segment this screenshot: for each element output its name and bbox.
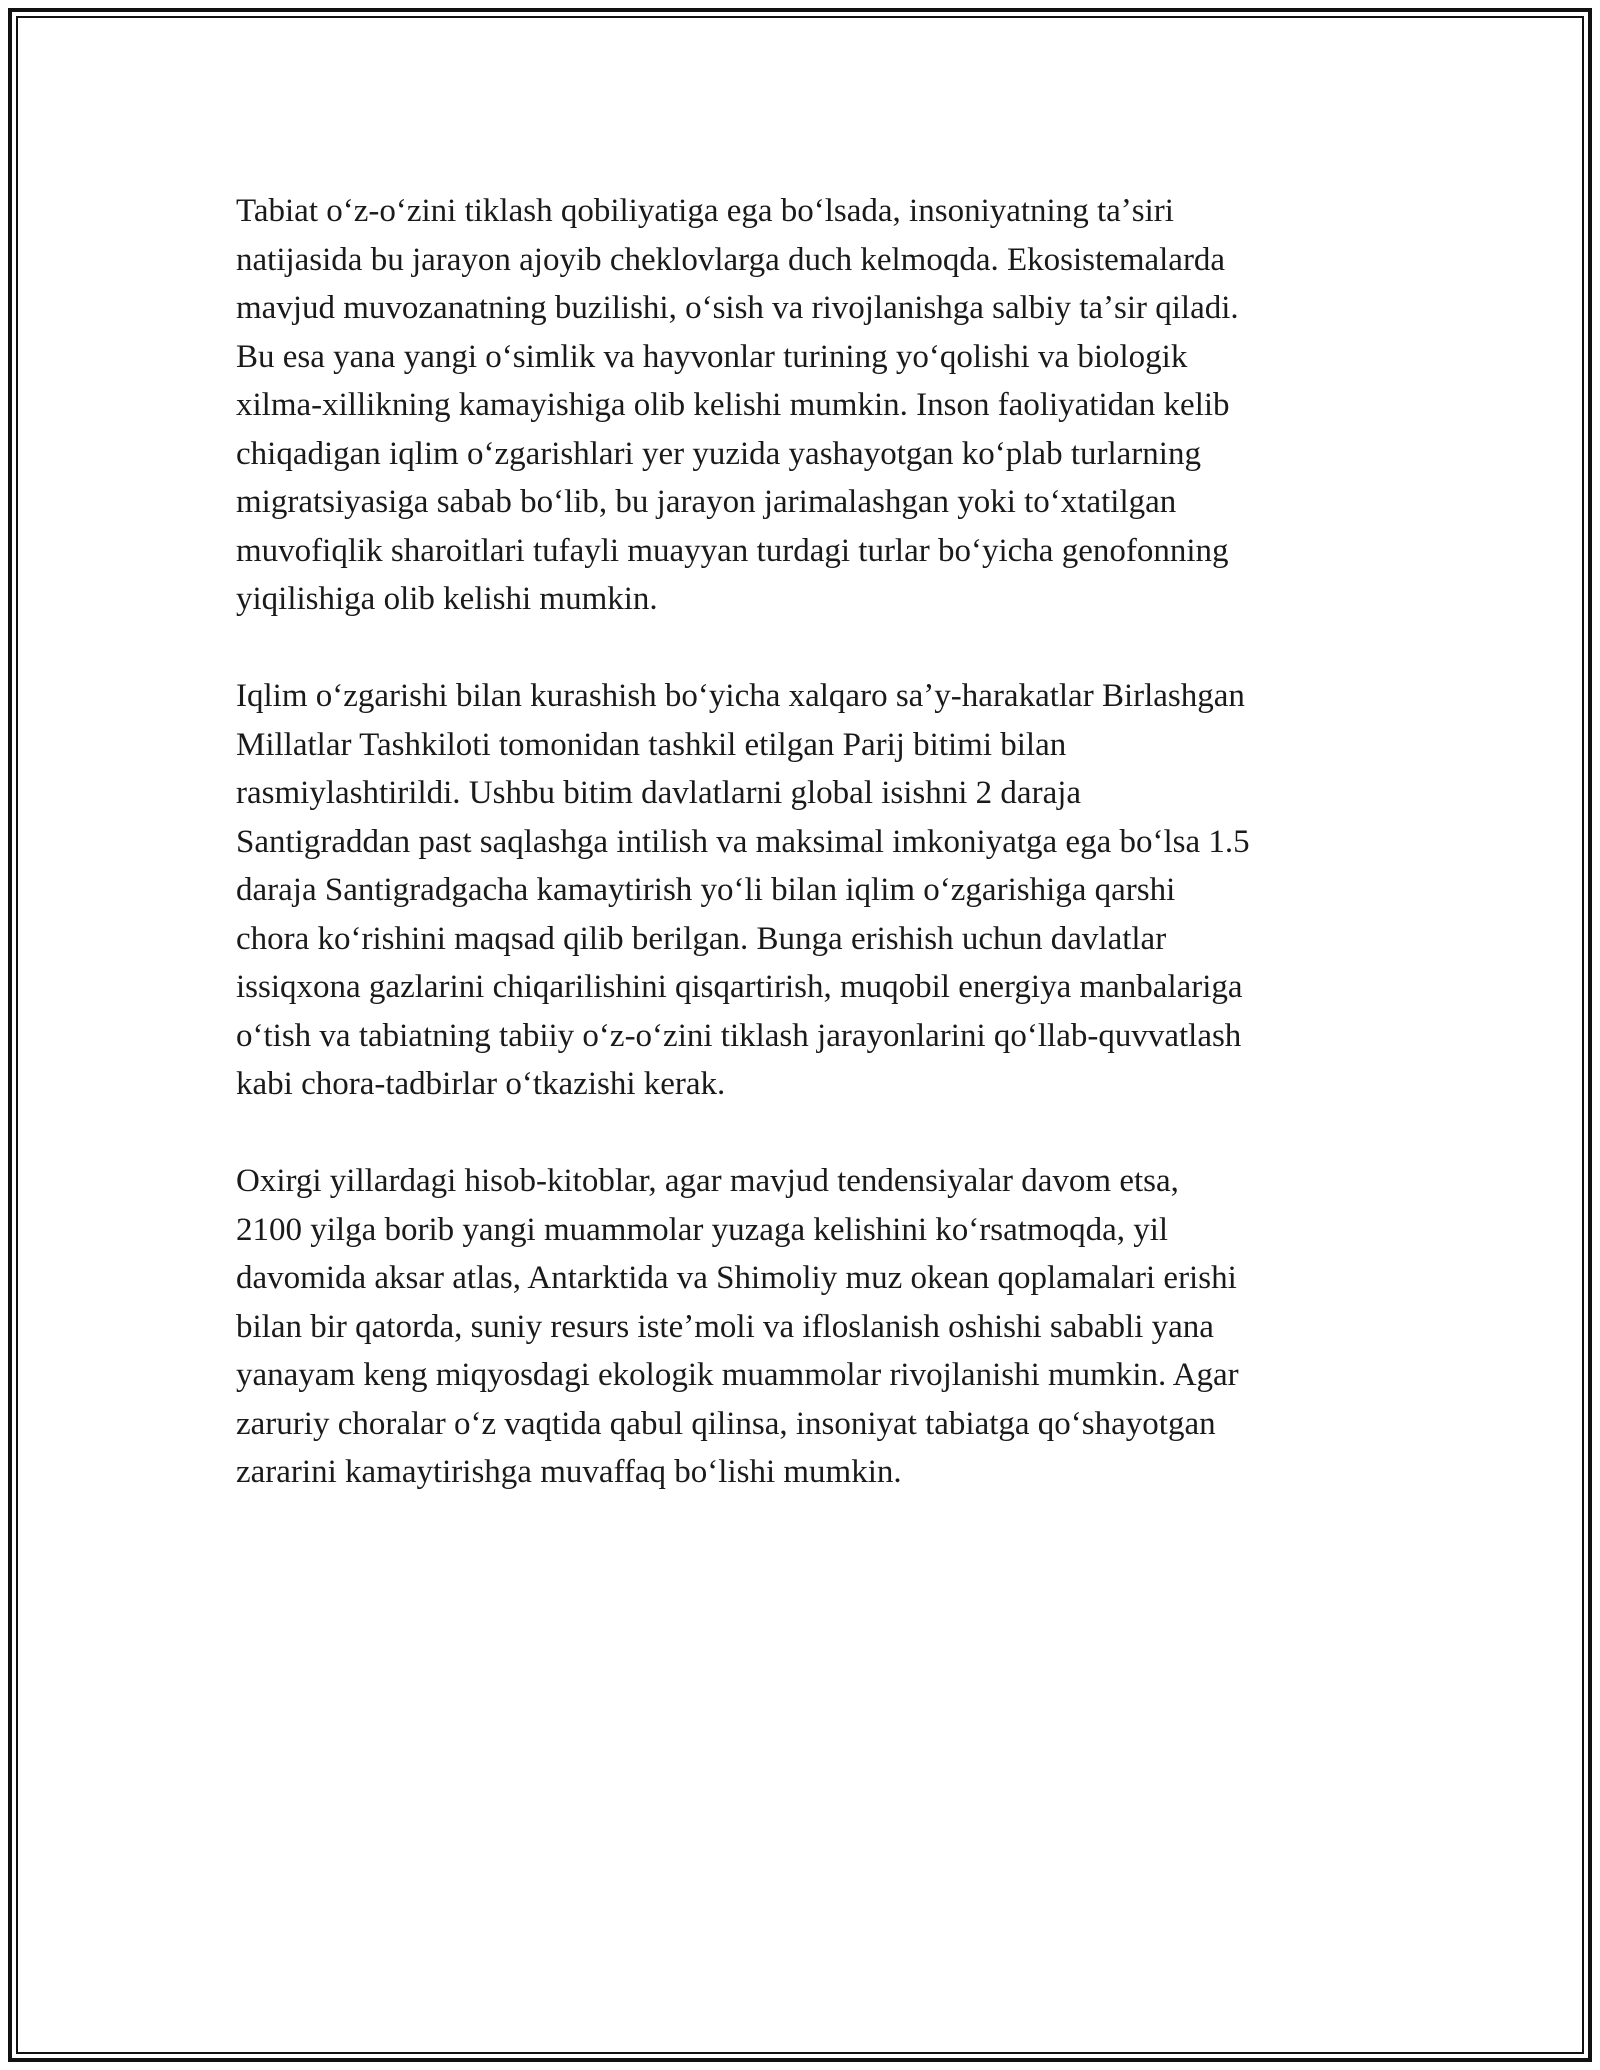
document-body xyxy=(236,187,1376,1545)
text-line: xilma-xillikning kamayishiga olib kelishi mumkin. Inson faoliyatidan kelib xyxy=(236,387,1230,423)
text-line: yiqilishiga olib kelishi mumkin. xyxy=(236,581,658,617)
text-line: zaruriy choralar oʻz vaqtida qabul qilinsa, insoniyat tabiatga qoʻshayotgan xyxy=(236,1405,1216,1442)
text-line: 2100 yilga borib yangi muammolar yuzaga kelishini koʻrsatmoqda, yil xyxy=(236,1211,1169,1248)
text-line: davomida aksar atlas, Antarktida va Shimoliy muz okean qoplamalari erishi xyxy=(236,1260,1237,1296)
text-line: Oxirgi yillardagi hisob-kitoblar, agar mavjud tendensiyalar davom etsa, xyxy=(236,1163,1179,1199)
text-line: natijasida bu jarayon ajoyib cheklovlarga duch kelmoqda. Ekosistemalarda xyxy=(236,241,1226,278)
text-line: mavjud muvozanatning buzilishi, oʻsish va rivojlanishga salbiy taʼsir qiladi. xyxy=(236,290,1239,326)
text-line: Millatlar Tashkiloti tomonidan tashkil etilgan Parij bitimi bilan xyxy=(236,726,1067,763)
text-line: oʻtish va tabiatning tabiiy oʻz-oʻzini tiklash jarayonlarini qoʻllab-quvvatlash xyxy=(236,1017,1242,1054)
text-line: daraja Santigradgacha kamaytirish yoʻli bilan iqlim oʻzgarishiga qarshi xyxy=(236,872,1176,908)
paragraph-1 xyxy=(236,187,1376,624)
text-line: zararini kamaytirishga muvaffaq boʻlishi mumkin. xyxy=(236,1454,902,1490)
text-line: Tabiat oʻz-oʻzini tiklash qobiliyatiga ega boʻlsada, insoniyatning taʼsiri xyxy=(236,193,1174,229)
text-line: rasmiylashtirildi. Ushbu bitim davlatlarni global isishni 2 daraja xyxy=(236,775,1082,811)
text-line: chiqadigan iqlim oʻzgarishlari yer yuzida yashayotgan koʻplab turlarning xyxy=(236,435,1201,472)
text-line: chora koʻrishini maqsad qilib berilgan. Bunga erishish uchun davlatlar xyxy=(236,920,1167,957)
text-line: bilan bir qatorda, suniy resurs isteʼmoli va ifloslanish oshishi sababli yana xyxy=(236,1308,1214,1345)
text-line: issiqxona gazlarini chiqarilishini qisqartirish, muqobil energiya manbalariga xyxy=(236,969,1243,1005)
paragraph-2 xyxy=(236,672,1376,1109)
paragraph-3 xyxy=(236,1157,1376,1497)
text-line: yanayam keng miqyosdagi ekologik muammolar rivojlanishi mumkin. Agar xyxy=(236,1357,1239,1393)
text-line: Iqlim oʻzgarishi bilan kurashish boʻyicha xalqaro saʼy-harakatlar Birlashgan xyxy=(236,678,1245,714)
text-line: migratsiyasiga sabab boʻlib, bu jarayon jarimalashgan yoki toʻxtatilgan xyxy=(236,484,1177,520)
text-line: Bu esa yana yangi oʻsimlik va hayvonlar turining yoʻqolishi va biologik xyxy=(236,338,1188,375)
text-line: muvofiqlik sharoitlari tufayli muayyan turdagi turlar boʻyicha genofonning xyxy=(236,532,1229,569)
text-line: kabi chora-tadbirlar oʻtkazishi kerak. xyxy=(236,1066,726,1102)
text-line: Santigraddan past saqlashga intilish va maksimal imkoniyatga ega boʻlsa 1.5 xyxy=(236,823,1250,860)
